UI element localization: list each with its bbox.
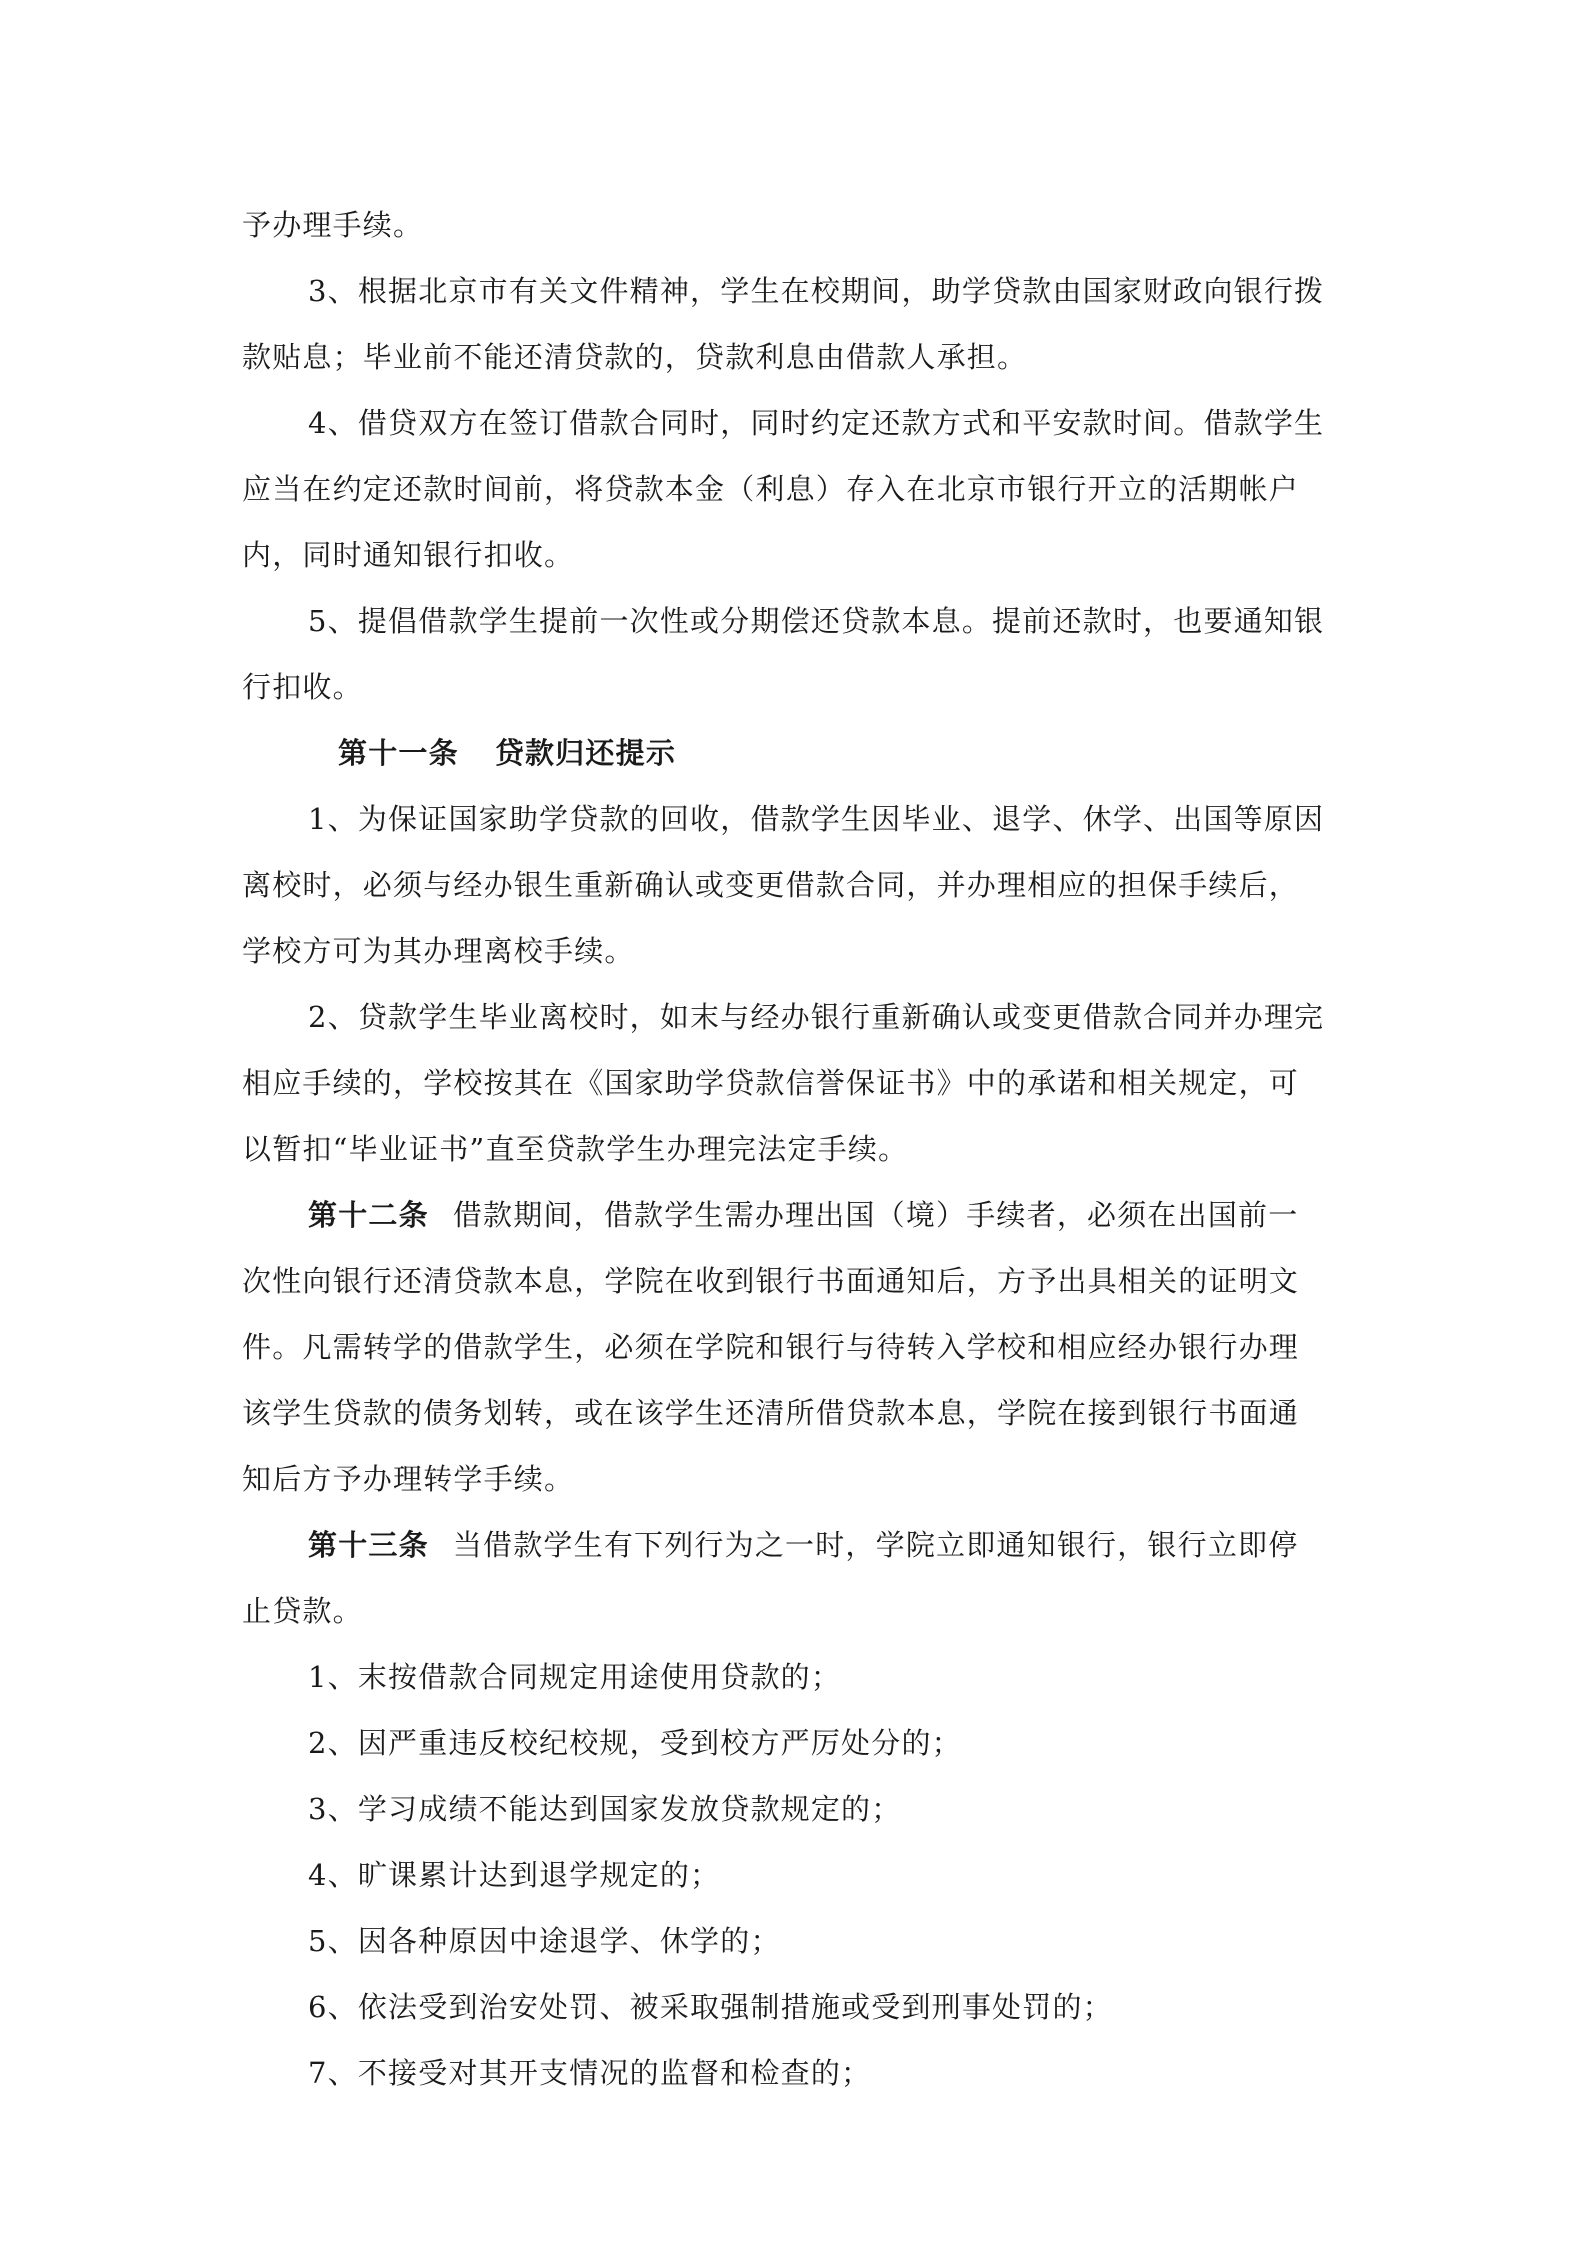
- text-line: 5、提倡借款学生提前一次性或分期偿还贷款本息。提前还款时，也要通知银: [308, 604, 1325, 638]
- text-line: 当借款学生有下列行为之一时，学院立即通知银行，银行立即停: [452, 1528, 1299, 1562]
- list-item: 4、旷课累计达到退学规定的；: [308, 1858, 721, 1892]
- text-line: 知后方予办理转学手续。: [242, 1462, 575, 1496]
- list-item: 7、不接受对其开支情况的监督和检查的；: [308, 2056, 872, 2090]
- text-line: 借款期间，借款学生需办理出国（境）手续者，必须在出国前一: [452, 1198, 1299, 1232]
- article-11-heading: [242, 720, 1362, 786]
- article-label: 第十二条: [308, 1198, 429, 1232]
- list-item: 1、末按借款合同规定用途使用贷款的；: [308, 1660, 842, 1694]
- article-label: 第十三条: [308, 1528, 429, 1562]
- document-body: [242, 192, 1362, 2106]
- list-item: 2、因严重违反校纪校规，受到校方严厉处分的；: [308, 1726, 962, 1760]
- text-line: 次性向银行还清贷款本息，学院在收到银行书面通知后，方予出具相关的证明文: [242, 1264, 1300, 1298]
- text-line: 1、为保证国家助学贷款的回收，借款学生因毕业、退学、休学、出国等原因: [308, 802, 1325, 836]
- text-line: 止贷款。: [242, 1594, 363, 1628]
- text-line: 2、贷款学生毕业离校时，如末与经办银行重新确认或变更借款合同并办理完: [308, 1000, 1325, 1034]
- text-line: 以暂扣“毕业证书”直至贷款学生办理完法定手续。: [242, 1132, 909, 1166]
- list-item: 3、学习成绩不能达到国家发放贷款规定的；: [308, 1792, 902, 1826]
- text-line: 相应手续的，学校按其在《国家助学贷款信誉保证书》中的承诺和相关规定，可: [242, 1066, 1300, 1100]
- article-title: 贷款归还提示: [494, 736, 677, 770]
- text-line: 件。凡需转学的借款学生，必须在学院和银行与待转入学校和相应经办银行办理: [242, 1330, 1300, 1364]
- text-line: 3、根据北京市有关文件精神，学生在校期间，助学贷款由国家财政向银行拨: [308, 274, 1325, 308]
- article-13-first-line: [242, 1512, 1362, 1578]
- text-line: 款贴息；毕业前不能还清贷款的，贷款利息由借款人承担。: [242, 340, 1028, 374]
- text-line: 应当在约定还款时间前，将贷款本金（利息）存入在北京市银行开立的活期帐户: [242, 472, 1300, 506]
- text-line: 行扣收。: [242, 670, 363, 704]
- text-line: 学校方可为其办理离校手续。: [242, 934, 635, 968]
- list-item: 5、因各种原因中途退学、休学的；: [308, 1924, 781, 1958]
- article-12-first-line: [242, 1182, 1362, 1248]
- text-line: 该学生贷款的债务划转，或在该学生还清所借贷款本息，学院在接到银行书面通: [242, 1396, 1300, 1430]
- text-line: 离校时，必须与经办银生重新确认或变更借款合同，并办理相应的担保手续后，: [242, 868, 1300, 902]
- article-label: 第十一条: [338, 736, 459, 770]
- list-item: 6、依法受到治安处罚、被采取强制措施或受到刑事处罚的；: [308, 1990, 1113, 2024]
- text-line: 予办理手续。: [242, 208, 424, 242]
- text-line: 4、借贷双方在签订借款合同时，同时约定还款方式和平安款时间。借款学生: [308, 406, 1325, 440]
- text-line: 内，同时通知银行扣收。: [242, 538, 575, 572]
